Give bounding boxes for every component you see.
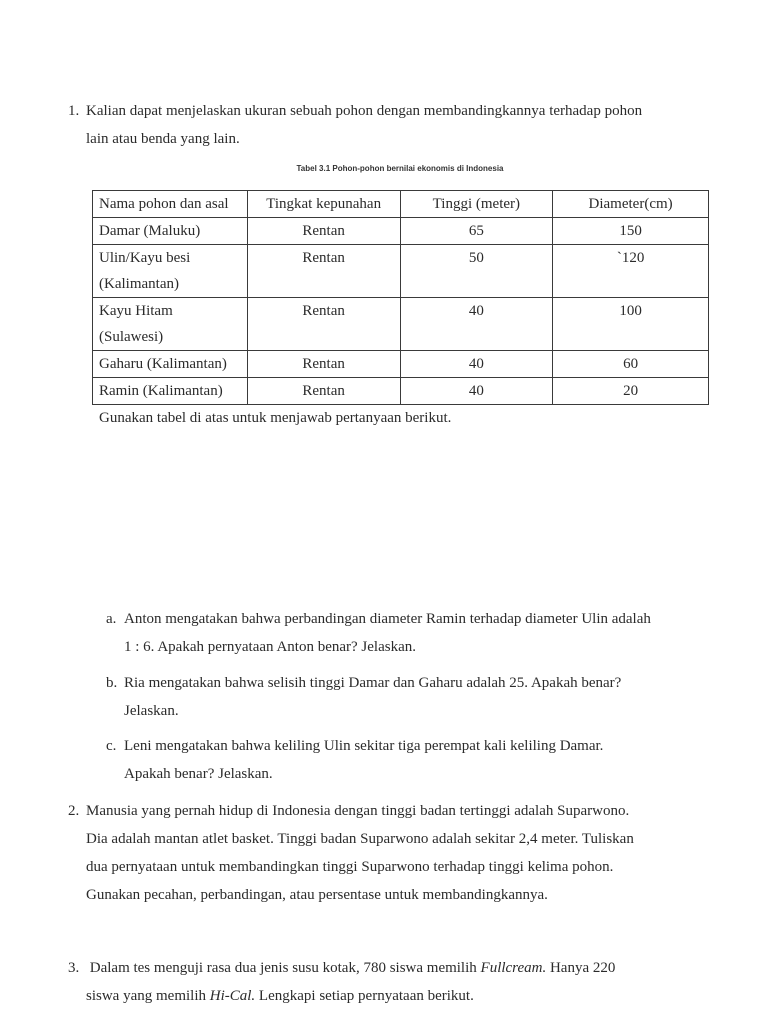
subquestion-b-label: b.	[106, 675, 118, 691]
cell-status: Rentan	[247, 245, 400, 298]
question-1-line-2: lain atau benda yang lain.	[86, 131, 240, 147]
subquestion-a-line-1: Anton mengatakan bahwa perbandingan diameter Ramin terhadap diameter Ulin adalah	[124, 611, 651, 627]
subquestion-c-text	[124, 732, 702, 788]
question-3-line-2	[86, 982, 702, 1010]
subquestion-a-label: a.	[106, 611, 117, 627]
cell-status: Rentan	[247, 351, 400, 378]
table-row	[93, 298, 709, 351]
question-3-text	[86, 954, 702, 1010]
table-caption: Tabel 3.1 Pohon-pohon bernilai ekonomis di Indonesia	[296, 164, 504, 173]
table-header-row	[93, 191, 709, 218]
cell-tree-name: Damar (Maluku)	[93, 218, 248, 245]
question-3-fullcream: Fullcream.	[480, 960, 547, 976]
cell-height: 65	[400, 218, 553, 245]
cell-status: Rentan	[247, 378, 400, 405]
cell-diameter: 150	[553, 218, 709, 245]
question-2-text	[86, 797, 702, 909]
header-diameter: Diameter(cm)	[553, 191, 709, 218]
cell-height: 50	[400, 245, 553, 298]
cell-tree-name-line: Ulin/Kayu besi	[99, 250, 191, 266]
cell-diameter: 20	[553, 378, 709, 405]
question-2-number: 2.	[68, 803, 80, 819]
subquestion-a-line-2: 1 : 6. Apakah pernyataan Anton benar? Jelaskan.	[124, 639, 416, 655]
question-1-number: 1.	[68, 103, 80, 119]
cell-tree-name	[93, 298, 248, 351]
question-2-line-4: Gunakan pecahan, perbandingan, atau persentase untuk membandingkannya.	[86, 887, 548, 903]
cell-status: Rentan	[247, 298, 400, 351]
question-3-line-1	[86, 954, 702, 982]
question-3-hical: Hi-Cal.	[209, 988, 256, 1004]
cell-height: 40	[400, 298, 553, 351]
subquestion-c-line-2: Apakah benar? Jelaskan.	[124, 766, 273, 782]
cell-height: 40	[400, 378, 553, 405]
subquestion-b-text	[124, 669, 702, 725]
tree-table	[92, 190, 709, 405]
question-3-line-2-start: siswa yang memilih	[86, 988, 206, 1004]
header-tree-name: Nama pohon dan asal	[93, 191, 248, 218]
cell-diameter: 100	[553, 298, 709, 351]
question-1-text	[86, 97, 702, 153]
cell-tree-name-line: (Sulawesi)	[99, 329, 164, 345]
question-3-line-1-start: Dalam tes menguji rasa dua jenis susu kotak, 780 siswa memilih	[89, 960, 477, 976]
question-2-line-3: dua pernyataan untuk membandingkan tinggi Suparwono terhadap tinggi kelima pohon.	[86, 859, 614, 875]
cell-height: 40	[400, 351, 553, 378]
question-3-line-2-end: Lengkapi setiap pernyataan berikut.	[258, 988, 474, 1004]
cell-tree-name: Gaharu (Kalimantan)	[93, 351, 248, 378]
cell-tree-name-line: (Kalimantan)	[99, 276, 179, 292]
cell-diameter: 60	[553, 351, 709, 378]
subquestion-b-line-2: Jelaskan.	[124, 703, 179, 719]
cell-diameter: `120	[553, 245, 709, 298]
question-2-line-1: Manusia yang pernah hidup di Indonesia dengan tinggi badan tertinggi adalah Suparwono.	[86, 803, 630, 819]
subquestion-b-line-1: Ria mengatakan bahwa selisih tinggi Damar dan Gaharu adalah 25. Apakah benar?	[124, 675, 622, 691]
question-3-line-1-end: Hanya 220	[549, 960, 616, 976]
table-row	[93, 351, 709, 378]
table-row	[93, 218, 709, 245]
header-height: Tinggi (meter)	[400, 191, 553, 218]
table-note: Gunakan tabel di atas untuk menjawab pertanyaan berikut.	[99, 410, 452, 426]
cell-status: Rentan	[247, 218, 400, 245]
subquestion-c-label: c.	[106, 738, 117, 754]
cell-tree-name: Ramin (Kalimantan)	[93, 378, 248, 405]
cell-tree-name	[93, 245, 248, 298]
question-2-line-2: Dia adalah mantan atlet basket. Tinggi badan Suparwono adalah sekitar 2,4 meter. Tuliskan	[86, 831, 634, 847]
subquestion-a-text	[124, 605, 702, 661]
question-1-line-1: Kalian dapat menjelaskan ukuran sebuah pohon dengan membandingkannya terhadap pohon	[86, 103, 643, 119]
table-row	[93, 245, 709, 298]
header-extinction-level: Tingkat kepunahan	[247, 191, 400, 218]
subquestion-c-line-1: Leni mengatakan bahwa keliling Ulin sekitar tiga perempat kali keliling Damar.	[124, 738, 604, 754]
table-row	[93, 378, 709, 405]
cell-tree-name-line: Kayu Hitam	[99, 303, 173, 319]
question-3-number: 3.	[68, 960, 80, 976]
